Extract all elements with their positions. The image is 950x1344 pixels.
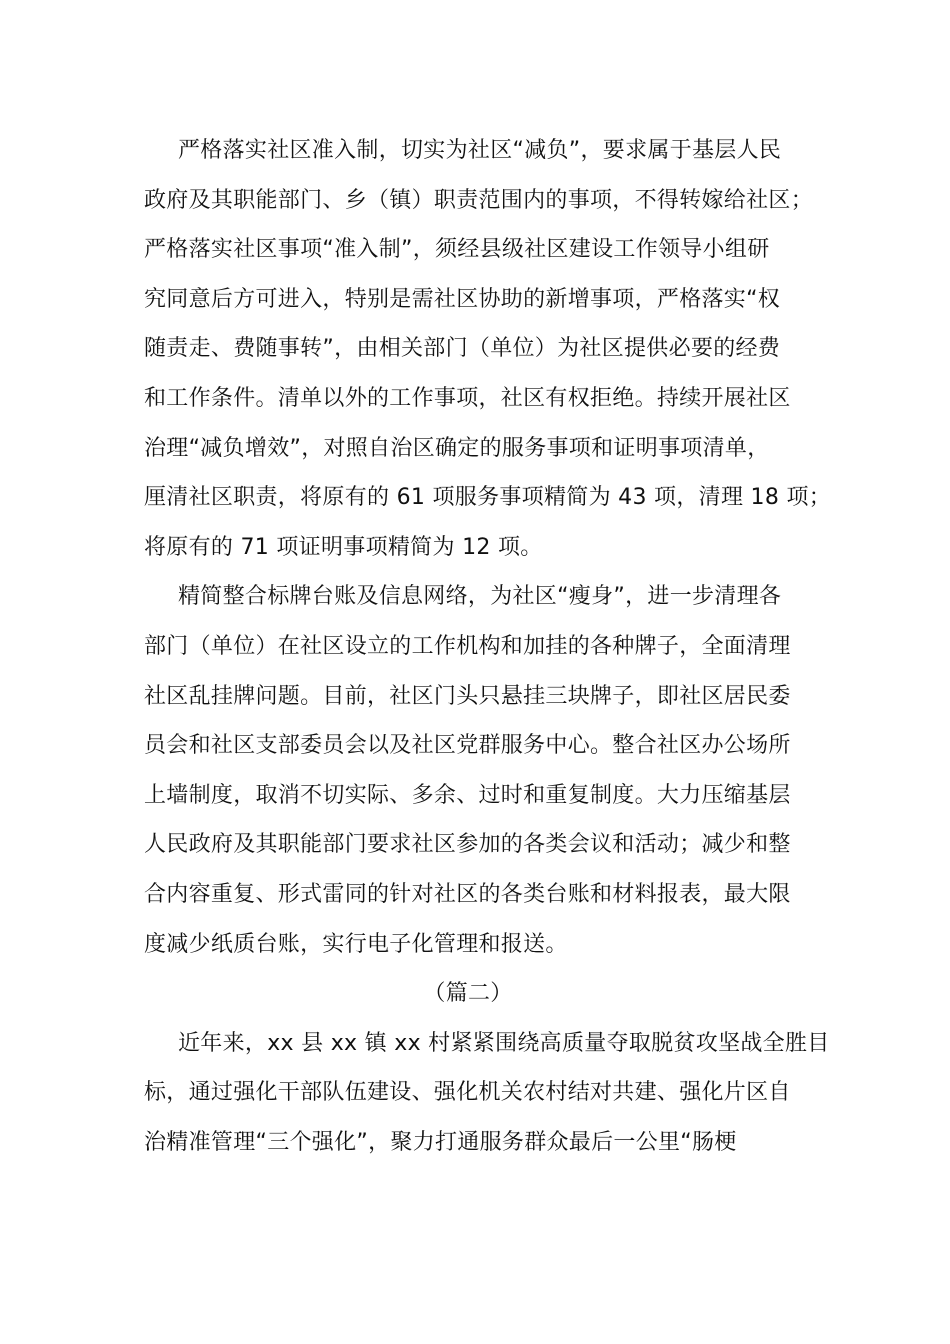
text-line: 政府及其职能部门、乡（镇）职责范围内的事项，不得转嫁给社区； (144, 187, 814, 213)
text-line: 度减少纸质台账，实行电子化管理和报送。 (144, 931, 568, 957)
text-line: 人民政府及其职能部门要求社区参加的各类会议和活动；减少和整 (144, 832, 791, 858)
text-line: 严格落实社区准入制，切实为社区“减负”，要求属于基层人民 (178, 138, 782, 163)
section-heading: （篇二） (423, 981, 513, 1007)
text-line: 治精准管理“三个强化”，聚力打通服务群众最后一公里“肠梗 (144, 1129, 737, 1155)
text-line: 员会和社区支部委员会以及社区党群服务中心。整合社区办公场所 (144, 733, 791, 759)
text-line: 厘清社区职责，将原有的 61 项服务事项精简为 43 项，清理 18 项； (144, 485, 832, 511)
paragraph-community-access (144, 126, 832, 572)
text-line: 究同意后方可进入，特别是需社区协助的新增事项，严格落实“权 (144, 286, 781, 312)
text-line: 社区乱挂牌问题。目前，社区门头只悬挂三块牌子，即社区居民委 (144, 683, 791, 709)
text-line: 合内容重复、形式雷同的针对社区的各类台账和材料报表，最大限 (144, 881, 791, 907)
text-line: 标，通过强化干部队伍建设、强化机关农村结对共建、强化片区自 (144, 1080, 791, 1106)
text-line: 上墙制度，取消不切实际、多余、过时和重复制度。大力压缩基层 (144, 782, 791, 808)
text-line: 近年来，xx 县 xx 镇 xx 村紧紧围绕高质量夺取脱贫攻坚战全胜目 (178, 1030, 830, 1056)
document-body (144, 126, 832, 1167)
text-line: 精简整合标牌台账及信息网络，为社区“瘦身”，进一步清理各 (178, 584, 782, 610)
text-line: 部门（单位）在社区设立的工作机构和加挂的各种牌子，全面清理 (144, 633, 791, 659)
text-line: 随责走、费随事转”，由相关部门（单位）为社区提供必要的经费 (144, 336, 781, 362)
text-line: 治理“减负增效”，对照自治区确定的服务事项和证明事项清单， (144, 435, 770, 461)
text-line: 和工作条件。清单以外的工作事项，社区有权拒绝。持续开展社区 (144, 385, 791, 411)
paragraph-village-intro (144, 1019, 830, 1168)
text-line: 将原有的 71 项证明事项精简为 12 项。 (144, 534, 543, 560)
paragraph-signage-streamlining (144, 572, 806, 969)
text-line: 严格落实社区事项“准入制”，须经县级社区建设工作领导小组研 (144, 237, 770, 263)
